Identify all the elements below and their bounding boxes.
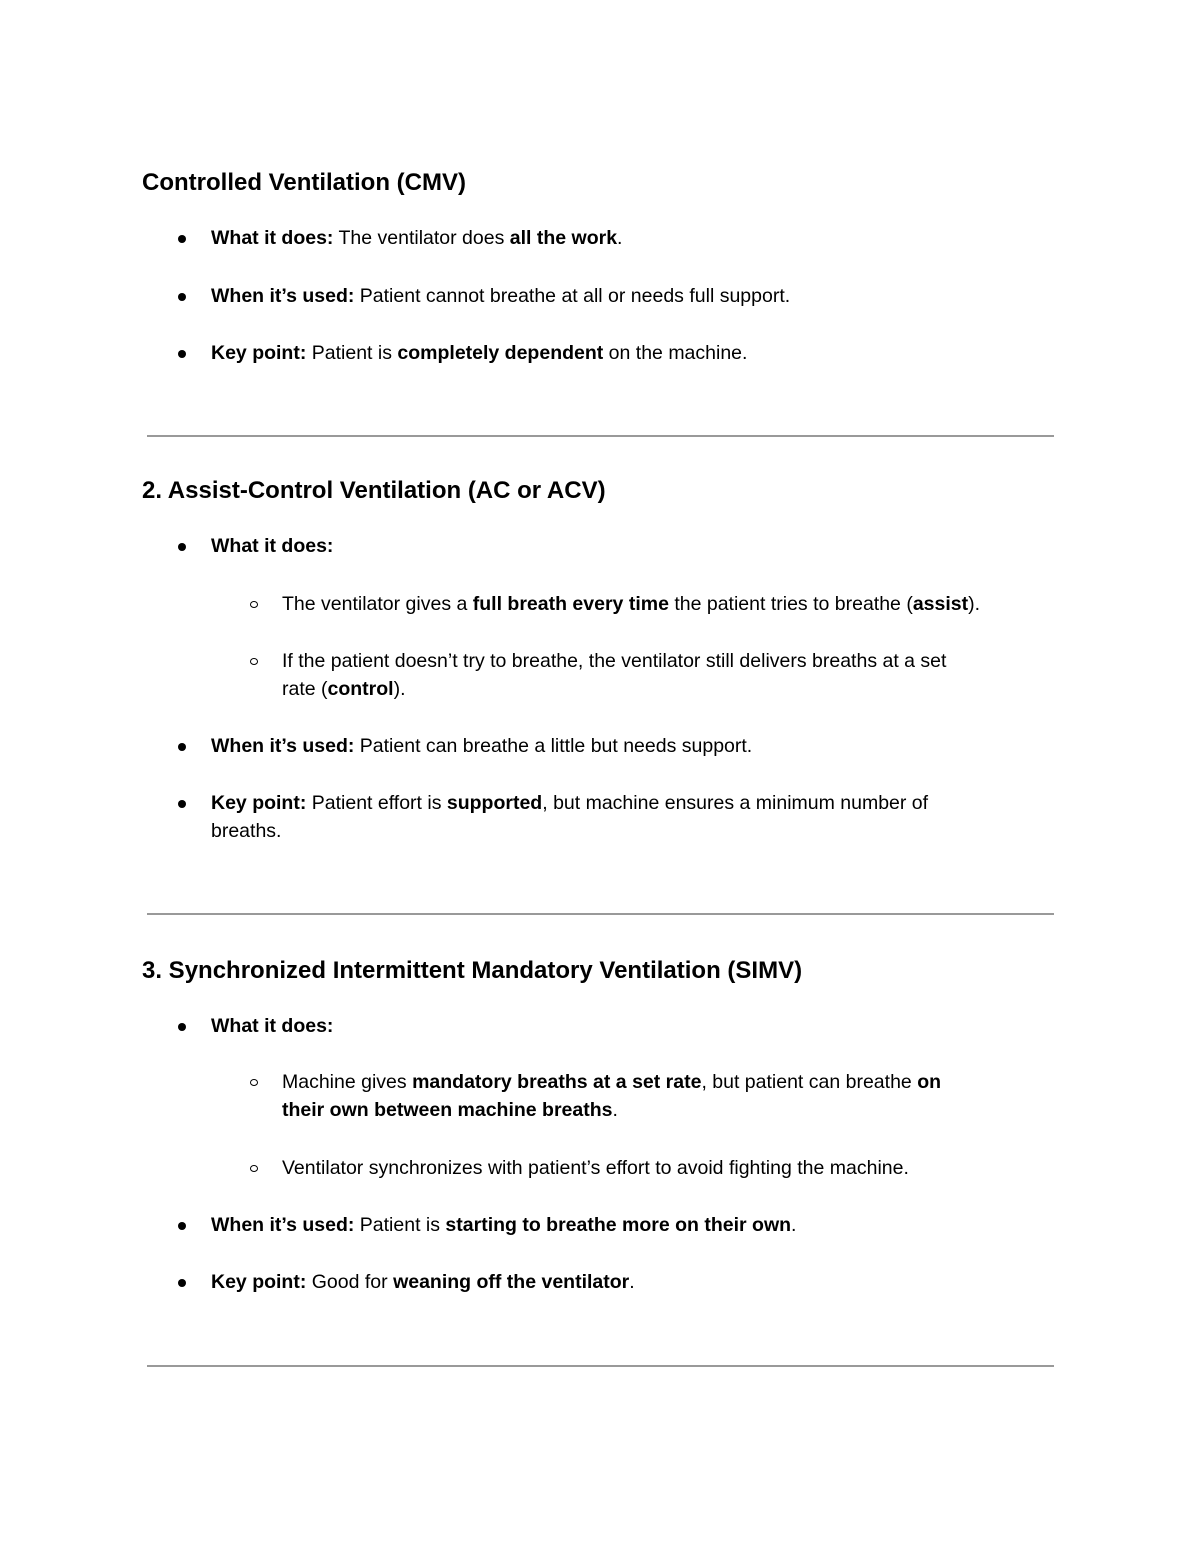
list-item-when-used: When it’s used: Patient is starting to breathe more on their own. <box>211 1214 797 1236</box>
bullet-icon <box>178 235 186 243</box>
bullet-icon <box>178 543 186 551</box>
horizontal-divider <box>147 1365 1054 1367</box>
hollow-bullet-icon <box>250 658 258 665</box>
sub-item-mandatory-breaths-continued: their own between machine breaths. <box>282 1099 618 1121</box>
list-item-what-it-does: What it does: <box>211 535 334 557</box>
sub-item-control: If the patient doesn’t try to breathe, the ventilator still delivers breaths at a set <box>282 650 947 672</box>
list-item-what-it-does: What it does: <box>211 1015 334 1037</box>
hollow-bullet-icon <box>250 1165 258 1172</box>
bullet-icon <box>178 1023 186 1031</box>
horizontal-divider <box>147 913 1054 915</box>
bullet-icon <box>178 293 186 301</box>
sub-item-synchronizes: Ventilator synchronizes with patient’s effort to avoid fighting the machine. <box>282 1157 909 1179</box>
list-item-what-it-does: What it does: The ventilator does all the work. <box>211 227 623 249</box>
horizontal-divider <box>147 435 1054 437</box>
list-item-key-point-continued: breaths. <box>211 820 282 842</box>
bullet-icon <box>178 1279 186 1287</box>
section-heading-simv: 3. Synchronized Intermittent Mandatory Ventilation (SIMV) <box>142 957 803 984</box>
list-item-key-point: Key point: Patient is completely dependent on the machine. <box>211 342 748 364</box>
section-heading-acv: 2. Assist-Control Ventilation (AC or ACV) <box>142 477 606 504</box>
list-item-key-point: Key point: Patient effort is supported, but machine ensures a minimum number of <box>211 792 929 814</box>
sub-item-control-continued: rate (control). <box>282 678 406 700</box>
sub-item-mandatory-breaths: Machine gives mandatory breaths at a set rate, but patient can breathe on <box>282 1071 942 1093</box>
bullet-icon <box>178 1222 186 1230</box>
list-item-key-point: Key point: Good for weaning off the ventilator. <box>211 1271 635 1293</box>
bullet-icon <box>178 743 186 751</box>
bullet-icon <box>178 350 186 358</box>
sub-item-assist: The ventilator gives a full breath every time the patient tries to breathe (assist). <box>282 593 981 615</box>
hollow-bullet-icon <box>250 1079 258 1086</box>
bullet-icon <box>178 800 186 808</box>
list-item-when-used: When it’s used: Patient can breathe a little but needs support. <box>211 735 753 757</box>
hollow-bullet-icon <box>250 601 258 608</box>
section-heading-cmv: Controlled Ventilation (CMV) <box>142 169 466 196</box>
list-item-when-used: When it’s used: Patient cannot breathe at all or needs full support. <box>211 285 791 307</box>
